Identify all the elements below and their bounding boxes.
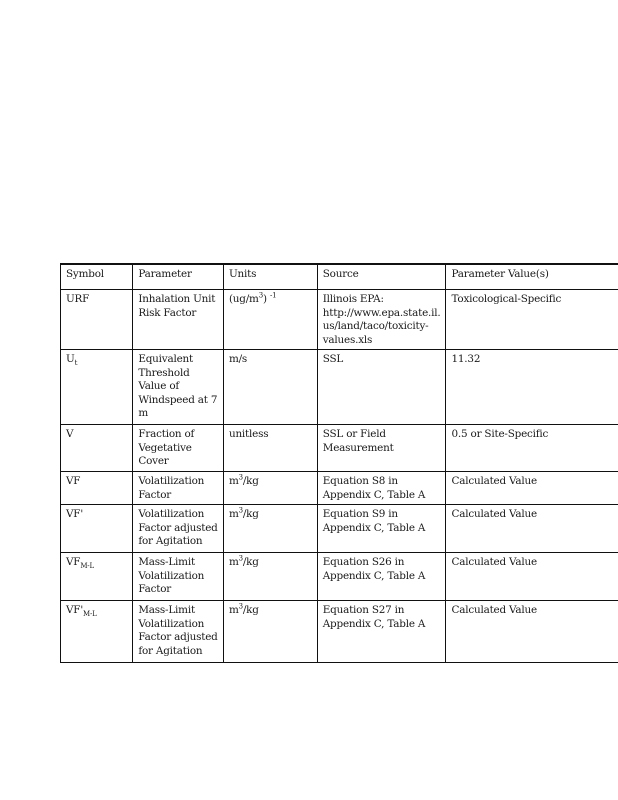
cell-parameter: Equivalent Threshold Value of Windspeed at 7 m — [133, 350, 224, 425]
cell-parameter: Mass-Limit Volatilization Factor adjusted for Agitation — [133, 601, 224, 663]
header-symbol: Symbol — [61, 264, 133, 290]
cell-parameter: Inhalation Unit Risk Factor — [133, 290, 224, 350]
cell-value: Calculated Value — [446, 601, 618, 663]
cell-units: $m^3/kg$ — [223, 505, 317, 553]
header-values: Parameter Value(s) — [446, 264, 618, 290]
cell-value: Toxicological-Specific — [446, 290, 618, 350]
cell-value: 11.32 — [446, 350, 618, 425]
table-row — [61, 290, 618, 350]
table-row — [61, 350, 618, 425]
cell-symbol: V — [61, 425, 133, 472]
cell-symbol: VF — [61, 472, 133, 505]
header-parameter: Parameter — [133, 264, 224, 290]
cell-units: m/s — [223, 350, 317, 425]
cell-source: Illinois EPA: http://www.epa.state.il. us/land/taco/toxicity- values.xls — [317, 290, 446, 350]
cell-source: Equation S9 in Appendix C, Table A — [317, 505, 446, 553]
cell-units: $m^3/kg$ — [223, 601, 317, 663]
parameter-table — [60, 263, 618, 663]
cell-source: Equation S8 in Appendix C, Table A — [317, 472, 446, 505]
cell-source: Equation S26 in Appendix C, Table A — [317, 553, 446, 601]
cell-units: $m^3/kg$ — [223, 472, 317, 505]
cell-source: SSL — [317, 350, 446, 425]
table-row — [61, 472, 618, 505]
cell-symbol: VF' — [61, 505, 133, 553]
cell-value: Calculated Value — [446, 472, 618, 505]
cell-units: unitless — [223, 425, 317, 472]
table-row — [61, 505, 618, 553]
header-row — [61, 264, 618, 290]
cell-source: SSL or Field Measurement — [317, 425, 446, 472]
table-row — [61, 553, 618, 601]
cell-parameter: Volatilization Factor adjusted for Agitation — [133, 505, 224, 553]
header-units: Units — [223, 264, 317, 290]
cell-symbol: URF — [61, 290, 133, 350]
header-source: Source — [317, 264, 446, 290]
table-row — [61, 601, 618, 663]
cell-parameter: Volatilization Factor — [133, 472, 224, 505]
cell-parameter: Fraction of Vegetative Cover — [133, 425, 224, 472]
cell-symbol: $VF_{M-L}$ — [61, 553, 133, 601]
cell-symbol: $U_t$ — [61, 350, 133, 425]
cell-symbol: $VF'_{M-L}$ — [61, 601, 133, 663]
cell-value: 0.5 or Site-Specific — [446, 425, 618, 472]
cell-units: $m^3/kg$ — [223, 553, 317, 601]
cell-parameter: Mass-Limit Volatilization Factor — [133, 553, 224, 601]
table-row — [61, 425, 618, 472]
cell-value: Calculated Value — [446, 505, 618, 553]
cell-source: Equation S27 in Appendix C, Table A — [317, 601, 446, 663]
cell-value: Calculated Value — [446, 553, 618, 601]
cell-units: $(ug/m^3)$ $^{-1}$ — [223, 290, 317, 350]
